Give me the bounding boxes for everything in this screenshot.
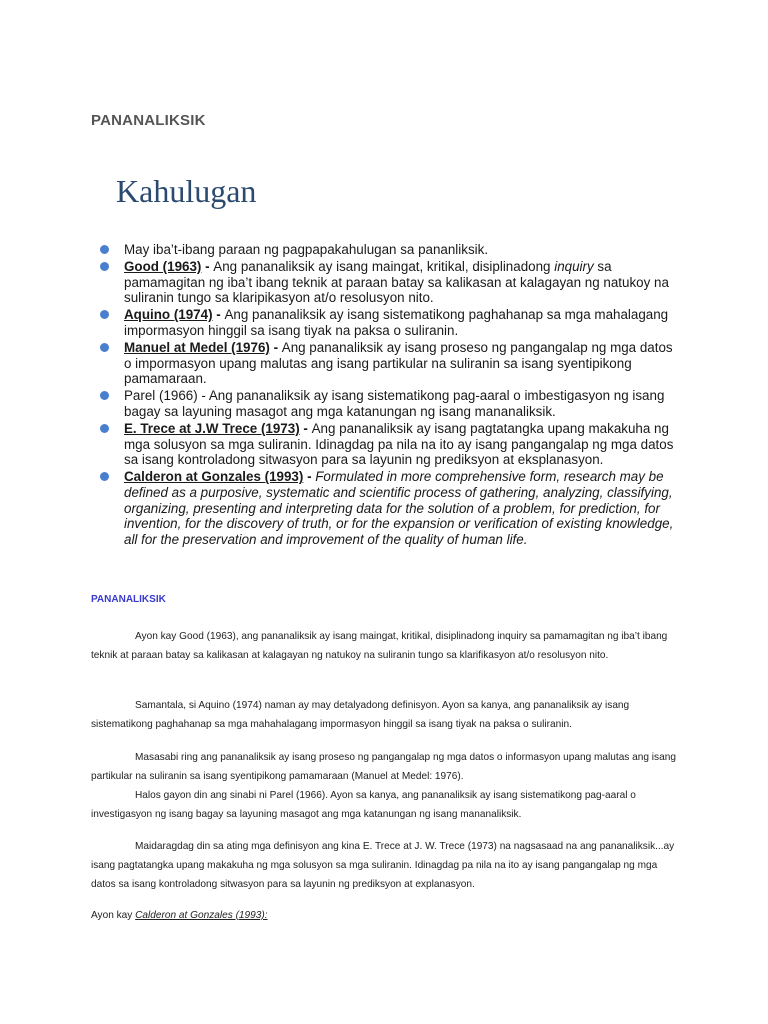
- paragraph-text: Samantala, si Aquino (1974) naman ay may detalyadong definisyon. Ayon sa kanya, ang pananaliksik ay isang sistematikong paghahanap sa mga mahahalagang impormasyon hinggil sa isang tiyak na paksa o suliranin.: [91, 700, 630, 730]
- definition-text-end: sa pamamagitan ng iba’t ibang teknik at paraan batay sa kalikasan at kalagayan ng natukoy na suliranin tungo sa klaripikasyon at/o resolusyon nito.: [124, 259, 669, 306]
- separator: -: [212, 307, 225, 323]
- author-name: Good (1963): [124, 259, 202, 275]
- paragraph-text: Masasabi ring ang pananaliksik ay isang proseso ng pangangalap ng mga datos o informasyon upang malutas ang isang partikular na suliranin sa isang syentipikong pamamaraan (Manuel at Medel: 1976).: [91, 752, 676, 782]
- paragraph-text: Ayon kay Good (1963), ang pananaliksik ay isang maingat, kritikal, disiplinadong inquiry sa pamamagitan ng iba’t ibang teknik at paraan batay sa kalikasan at kalagayan ng natukoy na suliranin tungo sa klarifikasyon at/o resolusyon nito.: [91, 631, 668, 661]
- page-title: Kahulugan: [116, 173, 257, 209]
- definition-text: Ang pananaliksik ay isang proseso ng pangangalap ng mga datos o impormasyon upang malutas ang isang partikular na suliranin sa isang syentipikong pamamaraan.: [124, 340, 673, 387]
- list-item: [100, 469, 680, 547]
- sub-heading: PANANALIKSIK: [91, 594, 166, 605]
- definition-text: Parel (1966) - Ang pananaliksik ay isang sistematikong pag-aaral o imbestigasyon ng isang bagay sa layuning masagot ang mga katanungan ng isang mananaliksik.: [124, 388, 665, 419]
- definition-text: Ang pananaliksik ay isang sistematikong paghahanap sa mga mahalagang impormasyon hinggil sa isang tiyak na paksa o suliranin.: [124, 307, 669, 338]
- bullet-dot-icon: [100, 310, 109, 319]
- definition-list: [100, 242, 680, 549]
- list-item: [100, 388, 680, 419]
- definition-italic: Formulated in more comprehensive form, research may be defined as a purposive, systematic and scientific process of gathering, analyzing, classifying, organizing, presenting and interpreting data for the solution of a problem, for prediction, for invention, for the discovery of truth, or for the expansion or verification of existing knowledge, all for the preservation and improvement of the quality of human life.: [124, 469, 674, 547]
- paragraph-text: Halos gayon din ang sinabi ni Parel (1966). Ayon sa kanya, ang pananaliksik ay isang sistematikong pag-aaral o investigasyon ng isang bagay sa layuning masagot ang mga katanungan ng isang mananaliksik.: [91, 790, 636, 820]
- paragraph-text: Ayon kay: [91, 910, 136, 921]
- author-name: E. Trece at J.W Trece (1973): [124, 421, 300, 437]
- separator: -: [303, 469, 316, 485]
- separator: -: [201, 259, 214, 275]
- list-item: [100, 242, 680, 258]
- author-name: Aquino (1974): [124, 307, 213, 323]
- bullet-dot-icon: [100, 472, 109, 481]
- author-name: Manuel at Medel (1976): [124, 340, 270, 356]
- paragraph: [91, 627, 679, 665]
- separator: -: [299, 421, 312, 437]
- definition-text: Ang pananaliksik ay isang maingat, kritikal, disiplinadong: [213, 259, 555, 275]
- separator: -: [269, 340, 282, 356]
- section-heading: PANANALIKSIK: [91, 112, 206, 129]
- bullet-dot-icon: [100, 391, 109, 400]
- definition-text: Ang pananaliksik ay isang pagtatangka upang makakuha ng mga solusyon sa mga suliranin. Idinagdag pa nila na ito ay isang pangangalap ng mga datos sa isang kontroladong sitwasyon para sa layunin ng prediksyon at eksplanasyon.: [124, 421, 674, 468]
- bullet-dot-icon: [100, 424, 109, 433]
- list-item: [100, 340, 680, 387]
- bullet-dot-icon: [100, 262, 109, 271]
- paragraph: [91, 748, 679, 786]
- list-item: [100, 421, 680, 468]
- paragraph: [91, 906, 679, 925]
- paragraph-text: Maidaragdag din sa ating mga definisyon ang kina E. Trece at J. W. Trece (1973) na nagsasaad na ang pananaliksik...ay isang pagtatangka upang makakuha ng mga solusyon sa mga suliranin. Idinagdag pa nila na ito ay isang pangangalap ng mga datos sa isang kontroladong sitwasyon para sa layunin ng prediksyon at explanasyon.: [91, 841, 675, 890]
- definition-italic: inquiry: [554, 259, 594, 275]
- list-item: [100, 307, 680, 338]
- author-name: Calderon at Gonzales (1993): [124, 469, 304, 485]
- bullet-dot-icon: [100, 343, 109, 352]
- definition-text: May iba’t-ibang paraan ng pagpapakahulugan sa pananliksik.: [124, 242, 489, 257]
- paragraph: [91, 786, 679, 824]
- bullet-dot-icon: [100, 245, 109, 254]
- paragraph: [91, 696, 679, 734]
- reference-link[interactable]: Calderon at Gonzales (1993):: [135, 910, 268, 921]
- paragraph: [91, 837, 679, 894]
- list-item: [100, 259, 680, 306]
